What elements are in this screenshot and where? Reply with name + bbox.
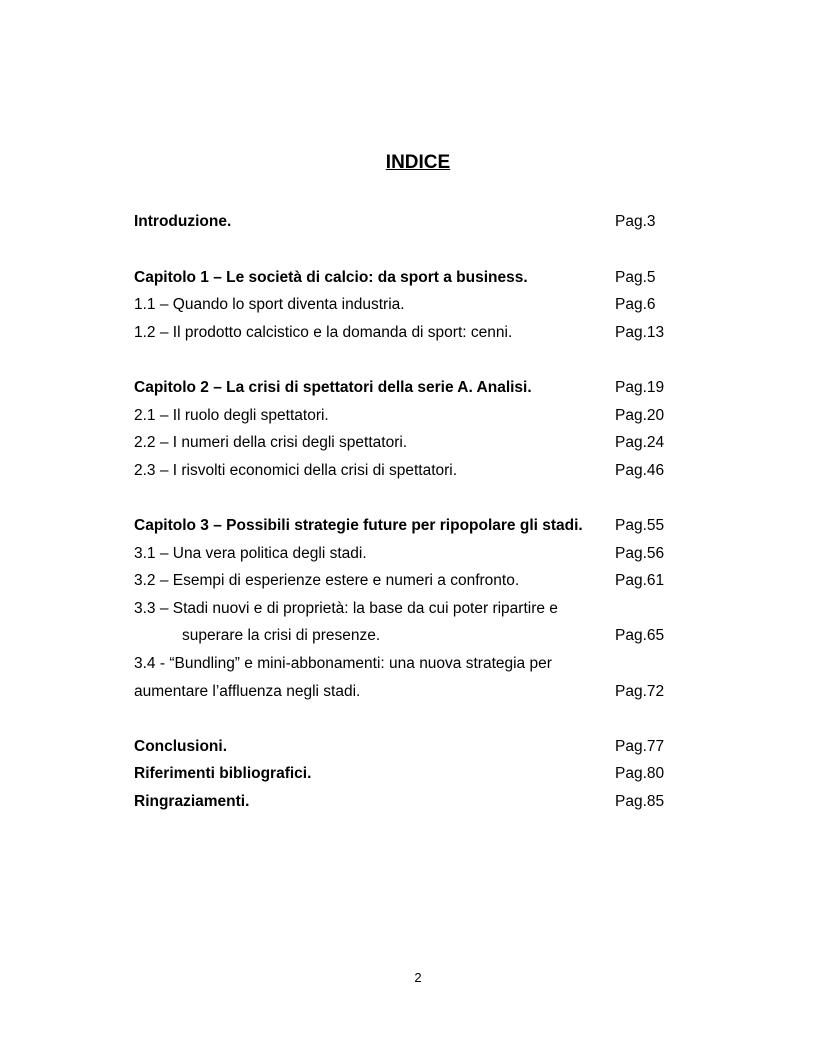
toc-entry-2-3[interactable] bbox=[134, 459, 694, 483]
toc-entry-label: Ringraziamenti. bbox=[134, 793, 250, 810]
toc-entry-label: superare la crisi di presenze. bbox=[182, 627, 381, 644]
toc-entry-label: Conclusioni. bbox=[134, 738, 227, 755]
toc-entry-page: Pag.55 bbox=[615, 517, 665, 534]
toc-entry-label: 2.3 – I risvolti economici della crisi di spettatori. bbox=[134, 462, 458, 479]
toc-entry-page: Pag.85 bbox=[615, 793, 665, 810]
toc-entry-page: Pag.56 bbox=[615, 545, 665, 562]
toc-entry-introduzione[interactable] bbox=[134, 210, 694, 234]
toc-entry-page: Pag.24 bbox=[615, 434, 665, 451]
toc-entry-page: Pag.6 bbox=[615, 296, 656, 313]
toc-entry-capitolo-2[interactable] bbox=[134, 376, 694, 400]
toc-entry-label: 3.2 – Esempi di esperienze estere e numeri a confronto. bbox=[134, 572, 520, 589]
toc-entry-3-4[interactable] bbox=[134, 652, 694, 676]
toc-entry-label: aumentare l’affluenza negli stadi. bbox=[134, 683, 361, 700]
toc-entry-3-4-continued[interactable] bbox=[134, 680, 694, 704]
toc-entry-2-1[interactable] bbox=[134, 404, 694, 428]
toc-entry-3-1[interactable] bbox=[134, 542, 694, 566]
toc-entry-page: Pag.72 bbox=[615, 683, 665, 700]
toc-entry-label: Capitolo 3 – Possibili strategie future per ripopolare gli stadi. bbox=[134, 517, 583, 534]
toc-entry-page: Pag.5 bbox=[615, 269, 656, 286]
toc-entry-capitolo-3[interactable] bbox=[134, 514, 694, 538]
toc-entry-2-2[interactable] bbox=[134, 431, 694, 455]
toc-entry-label: 2.2 – I numeri della crisi degli spettatori. bbox=[134, 434, 408, 451]
toc-entry-capitolo-1[interactable] bbox=[134, 266, 694, 290]
toc-entry-label: 2.1 – Il ruolo degli spettatori. bbox=[134, 407, 329, 424]
toc-entry-3-2[interactable] bbox=[134, 569, 694, 593]
toc-entry-ringraziamenti[interactable] bbox=[134, 790, 694, 814]
toc-entry-label: 3.3 – Stadi nuovi e di proprietà: la base da cui poter ripartire e bbox=[134, 600, 558, 617]
toc-entry-1-2[interactable] bbox=[134, 321, 694, 345]
toc-entry-label: Capitolo 1 – Le società di calcio: da sport a business. bbox=[134, 269, 528, 286]
toc-entry-page: Pag.77 bbox=[615, 738, 665, 755]
toc-entry-page: Pag.13 bbox=[615, 324, 665, 341]
toc-entry-page: Pag.46 bbox=[615, 462, 665, 479]
toc-entry-page: Pag.65 bbox=[615, 627, 665, 644]
toc-entry-page: Pag.80 bbox=[615, 765, 665, 782]
toc-entry-page: Pag.3 bbox=[615, 213, 656, 230]
toc-entry-label: 3.4 - “Bundling” e mini-abbonamenti: una nuova strategia per bbox=[134, 655, 552, 672]
toc-entry-label: Capitolo 2 – La crisi di spettatori della serie A. Analisi. bbox=[134, 379, 532, 396]
toc-entry-page: Pag.19 bbox=[615, 379, 665, 396]
page-number: 2 bbox=[414, 970, 422, 985]
toc-entry-1-1[interactable] bbox=[134, 293, 694, 317]
toc-entry-conclusioni[interactable] bbox=[134, 735, 694, 759]
toc-entry-3-3-continued[interactable] bbox=[134, 624, 694, 648]
toc-entry-page: Pag.20 bbox=[615, 407, 665, 424]
toc-entry-page: Pag.61 bbox=[615, 572, 665, 589]
toc-entry-3-3[interactable] bbox=[134, 597, 694, 621]
toc-entry-label: Riferimenti bibliografici. bbox=[134, 765, 312, 782]
toc-entry-label: 3.1 – Una vera politica degli stadi. bbox=[134, 545, 367, 562]
toc-entry-label: 1.1 – Quando lo sport diventa industria. bbox=[134, 296, 405, 313]
toc-entry-label: 1.2 – Il prodotto calcistico e la domanda di sport: cenni. bbox=[134, 324, 513, 341]
page-title: INDICE bbox=[385, 152, 451, 173]
toc-entry-riferimenti[interactable] bbox=[134, 762, 694, 786]
toc-entry-label: Introduzione. bbox=[134, 213, 232, 230]
